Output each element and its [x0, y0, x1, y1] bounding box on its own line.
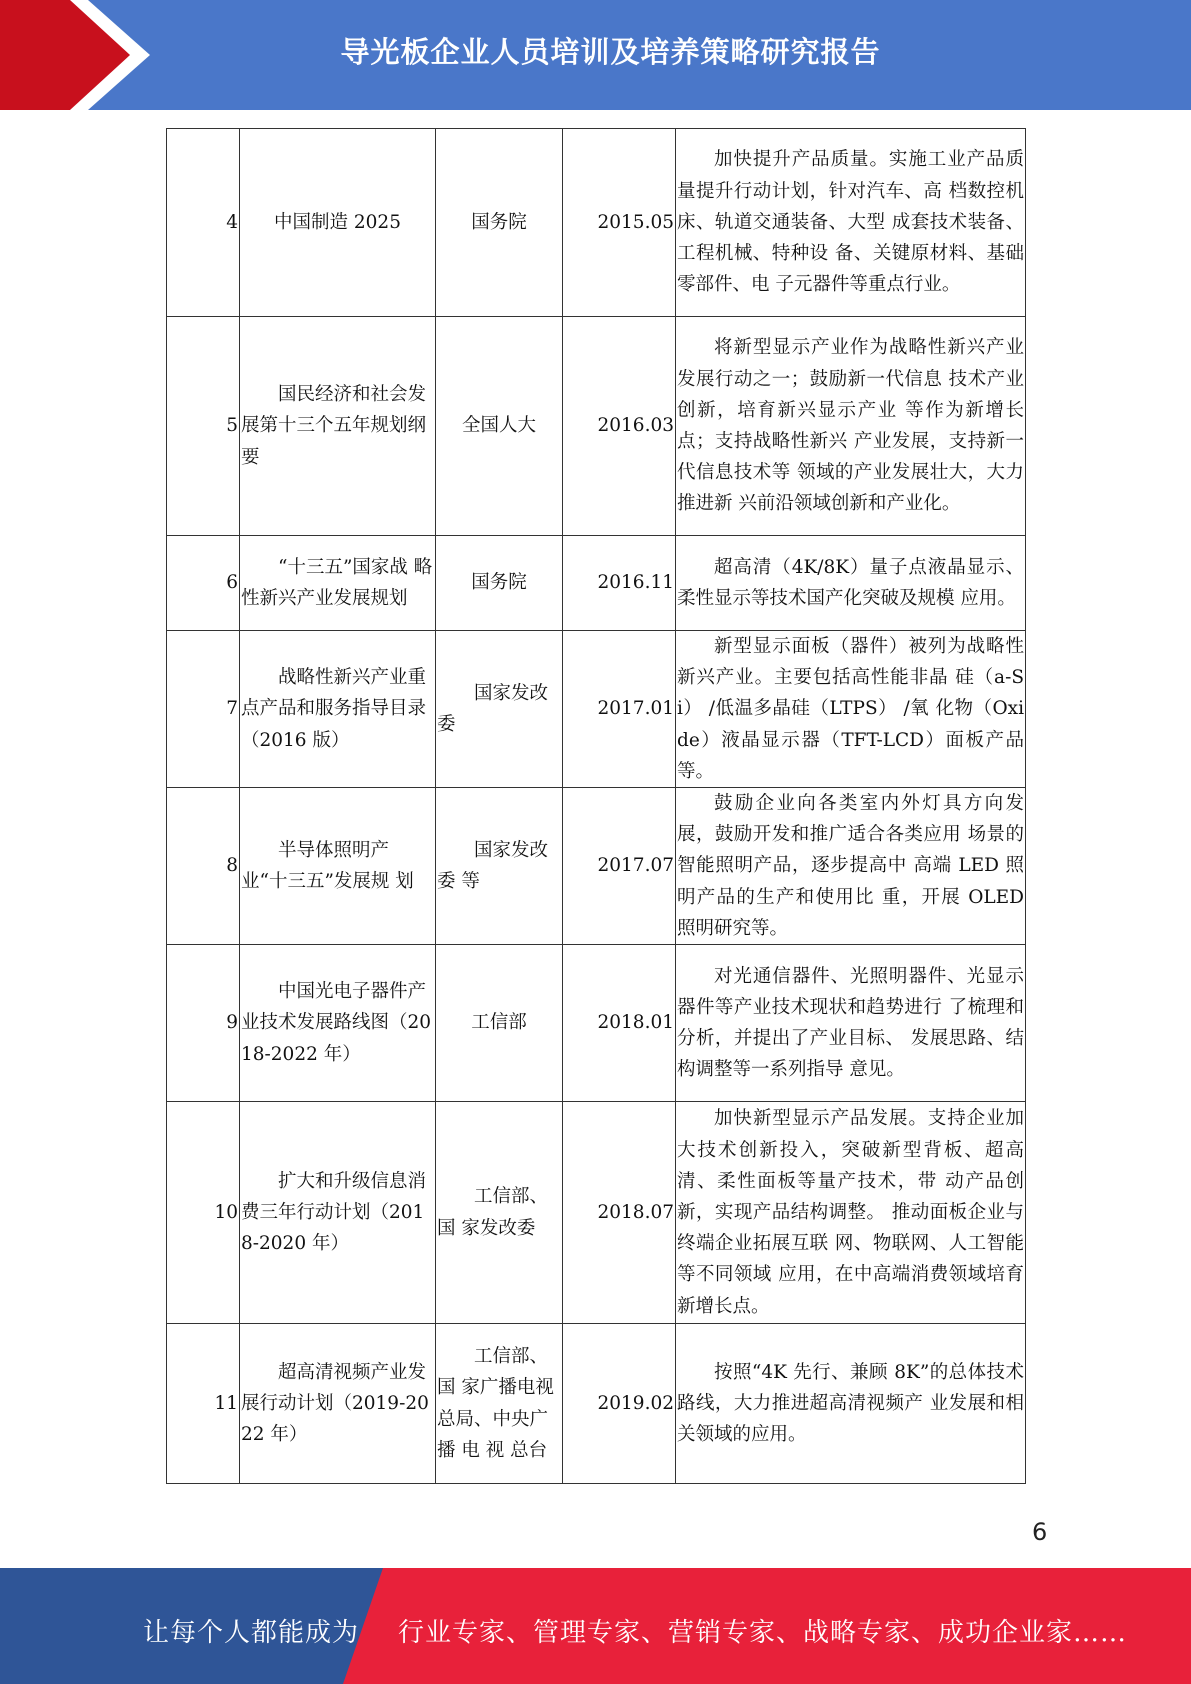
row-number: 9: [167, 945, 240, 1102]
issue-date: 2015.05: [563, 129, 676, 317]
issue-date: 2018.07: [563, 1102, 676, 1324]
issuing-body: 工信部: [436, 945, 563, 1102]
policy-description: 加快提升产品质量。实施工业产品质量提升行动计划，针对汽车、高 档数控机床、轨道交通装备、大型 成套技术装备、工程机械、特种设 备、关键原材料、基础零部件、电 子元器件等重点行业。: [676, 129, 1026, 317]
table-row: [167, 631, 1026, 788]
policy-table: [166, 128, 1026, 1484]
policy-name: 战略性新兴产业重 点产品和服务指导目录（2016 版）: [240, 631, 436, 788]
row-number: 10: [167, 1102, 240, 1324]
page-footer: [0, 1568, 1191, 1684]
issuing-body: 全国人大: [436, 317, 563, 536]
table-row: [167, 945, 1026, 1102]
policy-name: 中国制造 2025: [240, 129, 436, 317]
issue-date: 2016.03: [563, 317, 676, 536]
report-title: 导光板企业人员培训及培养策略研究报告: [340, 35, 881, 69]
row-number: 5: [167, 317, 240, 536]
issuing-body: 工信部、国 家发改委: [436, 1102, 563, 1324]
issuing-body: 国家发改委: [436, 631, 563, 788]
row-number: 7: [167, 631, 240, 788]
policy-name: “十三五”国家战 略性新兴产业发展规划: [240, 536, 436, 631]
issuing-body: 工信部、国 家广播电视 总局、中央广 播 电 视 总台: [436, 1324, 563, 1484]
issuing-body: 国务院: [436, 536, 563, 631]
table-row: [167, 788, 1026, 945]
issuing-body: 国家发改委 等: [436, 788, 563, 945]
policy-name: 扩大和升级信息消 费三年行动计划（2018-2020 年）: [240, 1102, 436, 1324]
footer-slogan-list: 行业专家、管理专家、营销专家、战略专家、成功企业家……: [398, 1618, 1128, 1648]
policy-name: 半导体照明产业“十三五”发展规 划: [240, 788, 436, 945]
policy-name: 国民经济和社会发 展第十三个五年规划纲要: [240, 317, 436, 536]
table-row: [167, 1324, 1026, 1484]
footer-slogan-lead: 让每个人都能成为: [143, 1618, 360, 1648]
issue-date: 2016.11: [563, 536, 676, 631]
row-number: 11: [167, 1324, 240, 1484]
policy-description: 鼓励企业向各类室内外灯具方向发展，鼓励开发和推广适合各类应用 场景的智能照明产品，逐步提高中 高端 LED 照明产品的生产和使用比 重，开展 OLED 照明研究等。: [676, 788, 1026, 945]
policy-description: 超高清（4K/8K）量子点液晶显示、柔性显示等技术国产化突破及规模 应用。: [676, 536, 1026, 631]
policy-name: 中国光电子器件产 业技术发展路线图（2018-2022 年）: [240, 945, 436, 1102]
policy-description: 按照“4K 先行、兼顾 8K”的总体技术路线，大力推进超高清视频产 业发展和相关领域的应用。: [676, 1324, 1026, 1484]
policy-description: 将新型显示产业作为战略性新兴产业发展行动之一；鼓励新一代信息 技术产业创新，培育新兴显示产业 等作为新增长点；支持战略性新兴 产业发展，支持新一代信息技术等 领域的产业发展壮大，大力推进新 兴前沿领域创新和产业化。: [676, 317, 1026, 536]
policy-description: 新型显示面板（器件）被列为战略性新兴产业。主要包括高性能非晶 硅（a-Si） /低温多晶硅（LTPS） /氧 化物（Oxide）液晶显示器（TFT-LCD）面板产品等。: [676, 631, 1026, 788]
issuing-body: 国务院: [436, 129, 563, 317]
row-number: 4: [167, 129, 240, 317]
policy-description: 加快新型显示产品发展。支持企业加大技术创新投入，突破新型背板、超高清、柔性面板等量产技术，带 动产品创新，实现产品结构调整。 推动面板企业与终端企业拓展互联 网、物联网、人工智能等不同领域 应用，在中高端消费领域培育新增长点。: [676, 1102, 1026, 1324]
table-row: [167, 317, 1026, 536]
row-number: 8: [167, 788, 240, 945]
table-row: [167, 129, 1026, 317]
page-number: 6: [1032, 1518, 1048, 1546]
issue-date: 2017.07: [563, 788, 676, 945]
issue-date: 2019.02: [563, 1324, 676, 1484]
row-number: 6: [167, 536, 240, 631]
page-header: [0, 0, 1191, 110]
table-row: [167, 536, 1026, 631]
policy-description: 对光通信器件、光照明器件、光显示器件等产业技术现状和趋势进行 了梳理和分析，并提出了产业目标、 发展思路、结构调整等一系列指导 意见。: [676, 945, 1026, 1102]
issue-date: 2017.01: [563, 631, 676, 788]
table-row: [167, 1102, 1026, 1324]
policy-name: 超高清视频产业发 展行动计划（2019-2022 年）: [240, 1324, 436, 1484]
issue-date: 2018.01: [563, 945, 676, 1102]
